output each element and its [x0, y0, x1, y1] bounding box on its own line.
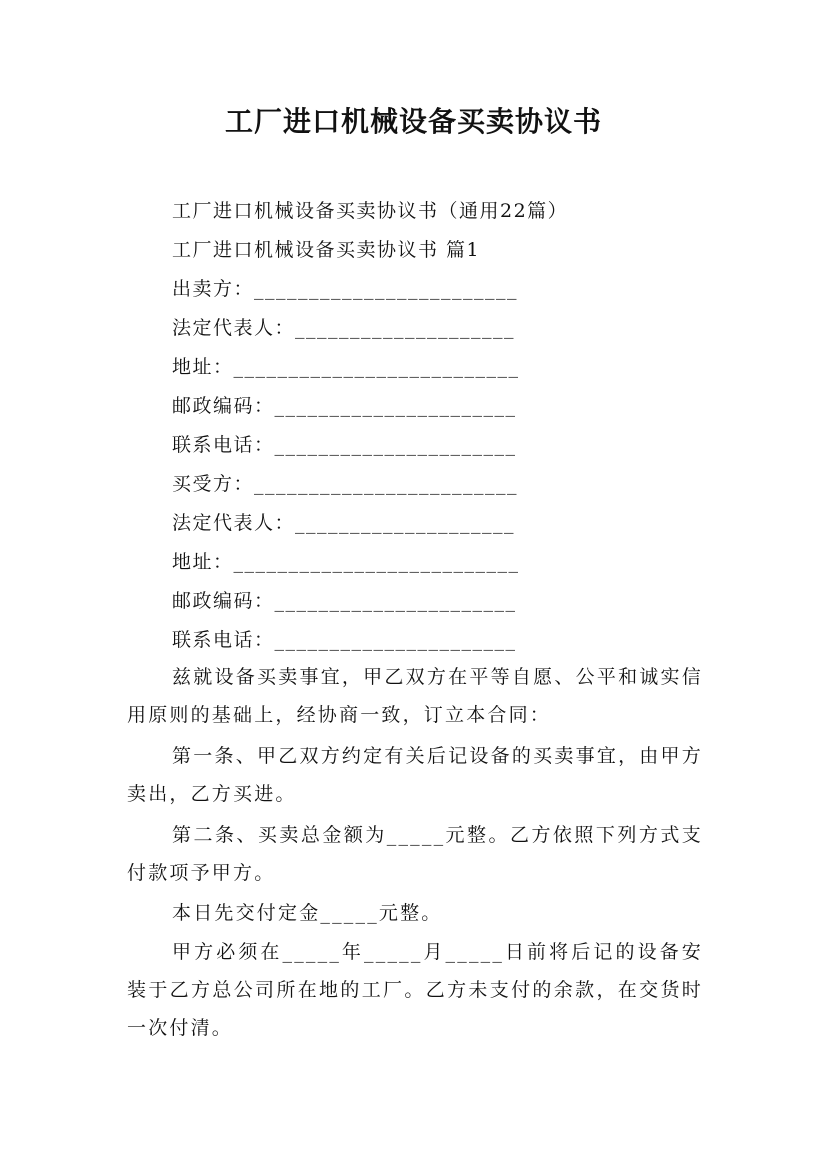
seller-legal-rep-field: 法定代表人：____________________ — [172, 317, 516, 339]
preamble-paragraph: 兹就设备买卖事宜，甲乙双方在平等自愿、公平和诚实信用原则的基础上，经协商一致，订立本合同： — [127, 666, 703, 726]
document-subtitle: 工厂进口机械设备买卖协议书（通用22篇） — [172, 200, 569, 222]
section-heading: 工厂进口机械设备买卖协议书 篇1 — [172, 239, 481, 261]
buyer-address-field: 地址：__________________________ — [172, 551, 520, 573]
buyer-phone-field: 联系电话：______________________ — [172, 629, 517, 651]
seller-name-field: 出卖方：________________________ — [172, 278, 519, 300]
article-one-paragraph: 第一条、甲乙双方约定有关后记设备的买卖事宜，由甲方卖出，乙方买进。 — [127, 745, 703, 805]
article-two-paragraph: 第二条、买卖总金额为_____元整。乙方依照下列方式支付款项予甲方。 — [127, 824, 703, 884]
seller-phone-field: 联系电话：______________________ — [172, 434, 517, 456]
buyer-name-field: 买受方：________________________ — [172, 473, 519, 495]
buyer-postcode-field: 邮政编码：______________________ — [172, 590, 517, 612]
seller-address-field: 地址：__________________________ — [172, 356, 520, 378]
seller-postcode-field: 邮政编码：______________________ — [172, 395, 517, 417]
installation-paragraph: 甲方必须在_____年_____月_____日前将后记的设备安装于乙方总公司所在地的工厂。乙方未支付的余款，在交货时一次付清。 — [127, 941, 703, 1039]
document-title: 工厂进口机械设备买卖协议书 — [224, 105, 602, 138]
buyer-legal-rep-field: 法定代表人：____________________ — [172, 512, 516, 534]
deposit-paragraph: 本日先交付定金_____元整。 — [172, 902, 443, 924]
